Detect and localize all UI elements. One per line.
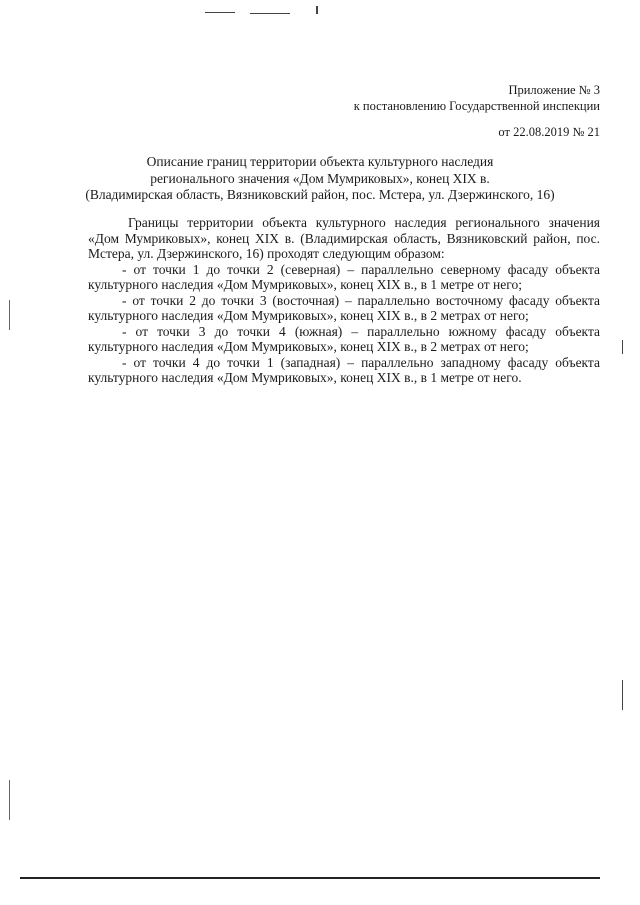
scan-mark (622, 680, 623, 710)
scan-mark (622, 340, 623, 354)
intro-paragraph: Границы территории объекта культурного наследия регионального значения «Дом Мумриковых», конец XIX в. (Владимирская область, Вязниковский район, пос. Мстера, ул. Дзержинского, 16) проходят следующим образом: (88, 215, 600, 261)
boundary-item: - от точки 4 до точки 1 (западная) – параллельно западному фасаду объекта культурного наследия «Дом Мумриковых», конец XIX в., в 1 метре от него. (88, 354, 600, 385)
annex-header (354, 82, 600, 114)
scan-edge (9, 780, 10, 820)
title-line: (Владимирская область, Вязниковский район, пос. Мстера, ул. Дзержинского, 16) (85, 187, 555, 202)
annex-reference: к постановлению Государственной инспекции (353, 99, 600, 113)
boundary-item: - от точки 2 до точки 3 (восточная) – параллельно восточному фасаду объекта культурного наследия «Дом Мумриковых», конец XIX в., в 2 метрах от него; (88, 292, 600, 323)
scan-mark (205, 12, 235, 13)
document-title (40, 154, 600, 204)
scan-edge (9, 300, 10, 330)
scan-mark (250, 13, 290, 14)
title-line: Описание границ территории объекта культурного наследия (146, 154, 494, 169)
document-body (88, 215, 600, 386)
annex-number: Приложение № 3 (508, 83, 600, 97)
bottom-rule (20, 877, 600, 879)
boundary-item: - от точки 1 до точки 2 (северная) – параллельно северному фасаду объекта культурного наследия «Дом Мумриковых», конец XIX в., в 1 метре от него; (88, 261, 600, 292)
scan-mark (316, 6, 318, 14)
title-line: регионального значения «Дом Мумриковых», конец XIX в. (150, 170, 490, 186)
annex-date: от 22.08.2019 № 21 (498, 125, 600, 139)
boundary-item: - от точки 3 до точки 4 (южная) – параллельно южному фасаду объекта культурного наследия «Дом Мумриковых», конец XIX в., в 2 метрах от него; (88, 323, 600, 354)
